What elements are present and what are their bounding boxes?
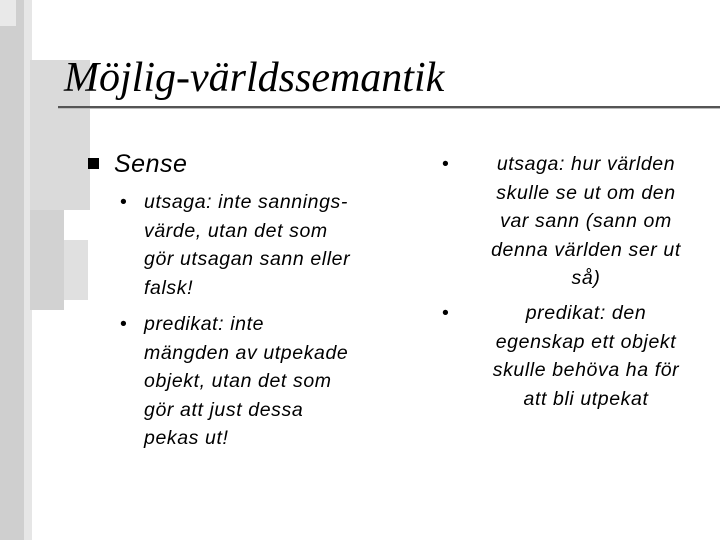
- bullet-text: utsaga: inte sannings- värde, utan det som gör utsagan sann eller falsk!: [144, 191, 351, 299]
- bullet-dot-icon: •: [120, 313, 128, 335]
- right-sub-bullet-2: [442, 299, 706, 413]
- left-sub-bullet-2: [120, 310, 404, 453]
- bullet-dot-icon: •: [442, 302, 450, 324]
- right-sub-bullet-1: [442, 150, 706, 293]
- title-underline-shadow: [58, 108, 720, 109]
- bullet-text: predikat: inte mängden av utpekade objekt, utan det som gör att just dessa pekas ut!: [144, 313, 349, 449]
- left-sub-bullet-1: [120, 188, 404, 302]
- slide-title: Möjlig-världssemantik: [64, 55, 445, 101]
- bullet-dot-icon: •: [442, 153, 450, 175]
- decoration-block-lower: [30, 210, 64, 310]
- bullet-dot-icon: •: [120, 191, 128, 213]
- left-decoration-bar: [0, 0, 24, 540]
- decoration-corner: [0, 0, 16, 26]
- square-bullet-icon: [88, 158, 99, 169]
- decoration-block-small: [64, 240, 88, 300]
- bullet-text: predikat: den egenskap ett objekt skulle behöva ha för att bli utpekat: [492, 302, 680, 410]
- bullet-text: utsaga: hur världen skulle se ut om den var sann (sann om denna världen ser ut så): [491, 153, 681, 289]
- left-heading: Sense: [114, 150, 188, 178]
